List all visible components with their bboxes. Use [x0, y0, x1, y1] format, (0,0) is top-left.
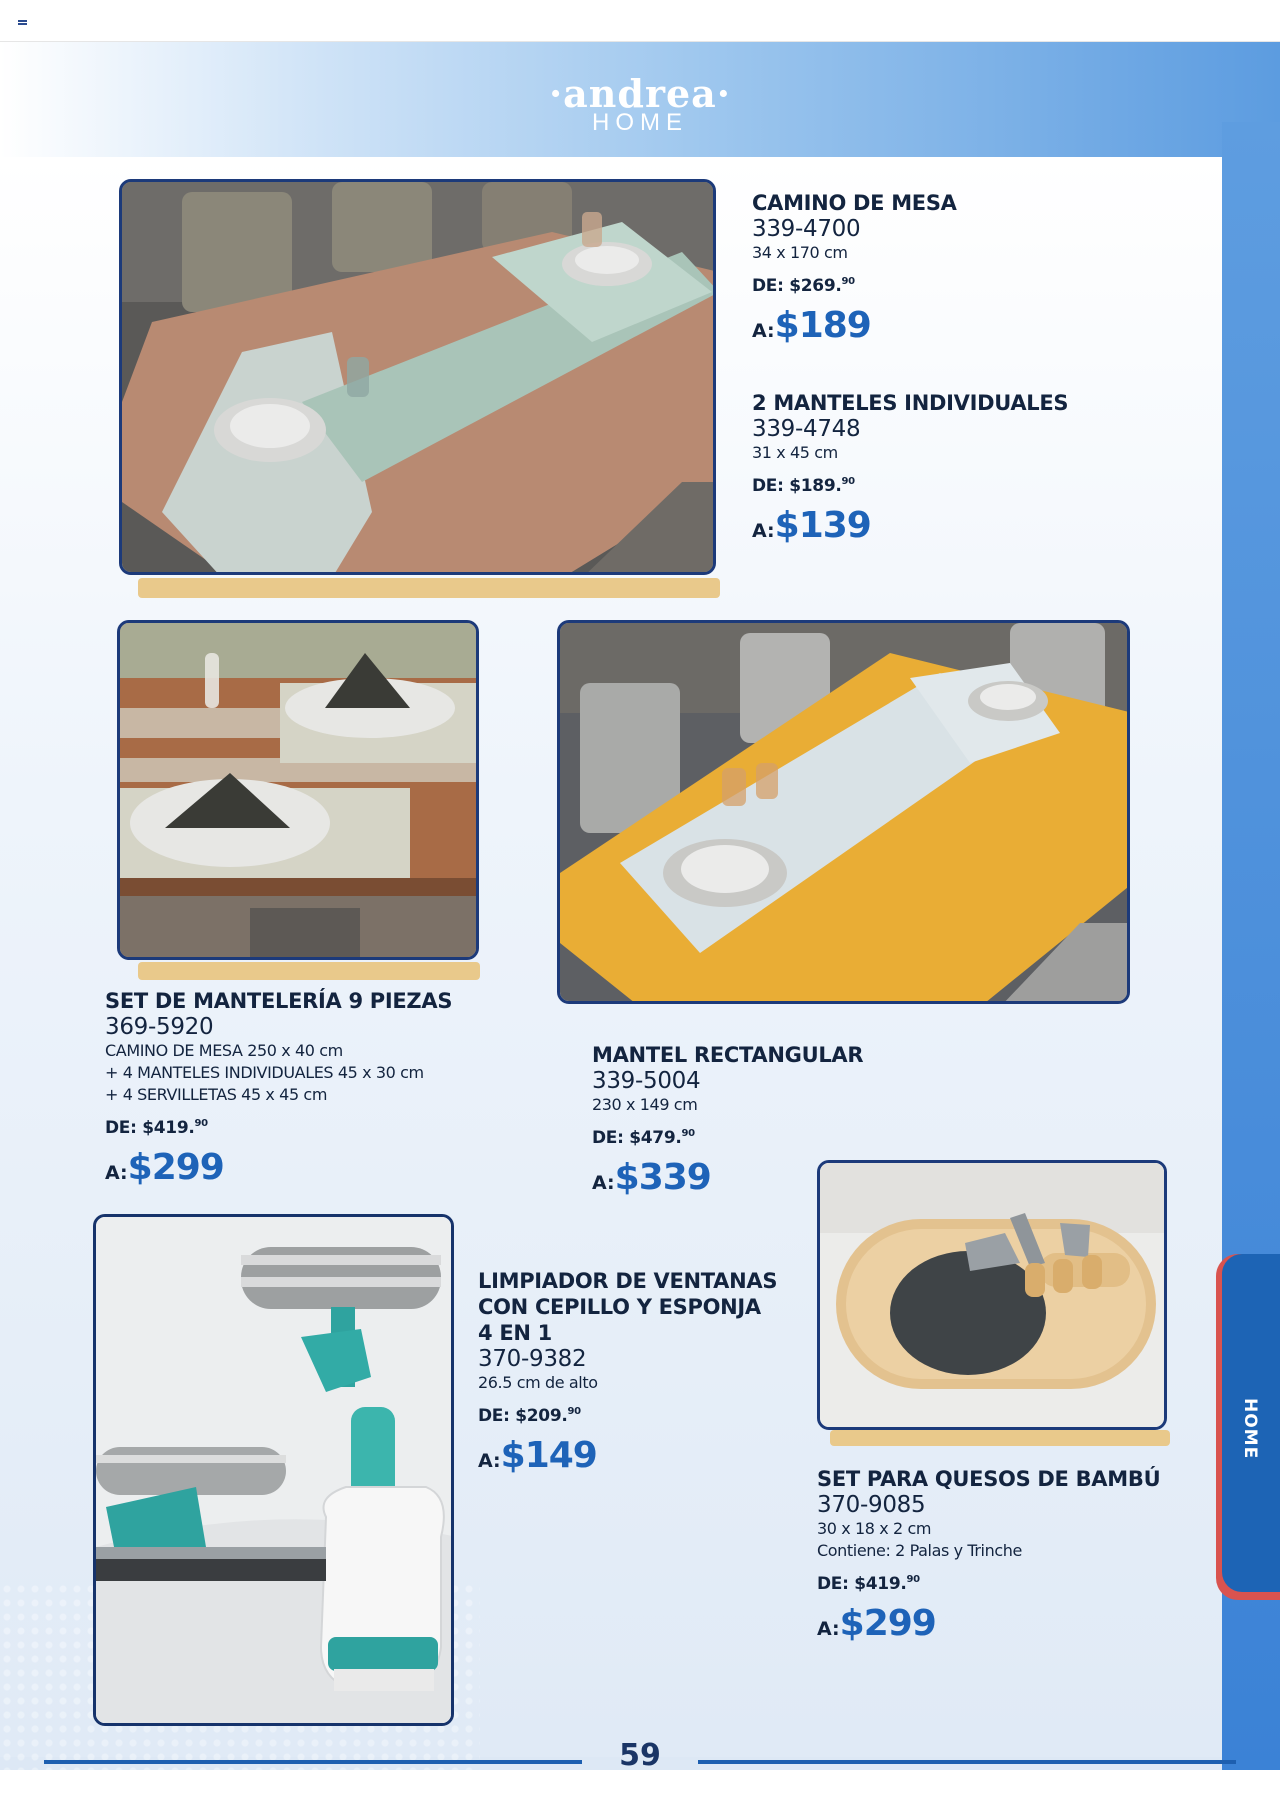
logo-main: ·andrea·	[548, 71, 732, 116]
product-title-line: CON CEPILLO Y ESPONJA	[478, 1295, 761, 1319]
photo-camino-de-mesa	[119, 179, 716, 575]
sale-label: A:	[592, 1172, 615, 1194]
regular-price-cents: 90	[681, 1128, 695, 1139]
photo-shadow	[138, 578, 720, 598]
table-runner-image	[122, 182, 716, 575]
product-camino-de-mesa	[752, 190, 1152, 354]
product-title: MANTEL RECTANGULAR	[592, 1043, 864, 1067]
regular-price	[817, 1568, 1197, 1596]
product-set-quesos	[817, 1466, 1197, 1652]
product-size: 31 x 45 cm	[752, 443, 838, 462]
regular-price	[478, 1400, 818, 1428]
regular-price-text: DE: $419.	[817, 1574, 907, 1594]
sale-price-value: $299	[839, 1603, 936, 1644]
sale-price	[752, 504, 1152, 554]
footer-line-left	[44, 1760, 582, 1764]
sale-price-value: $299	[127, 1147, 224, 1188]
window-cleaner-image	[96, 1217, 454, 1726]
product-size: 30 x 18 x 2 cm	[817, 1519, 932, 1538]
photo-mantel-rectangular	[557, 620, 1130, 1004]
product-code: 339-4700	[752, 216, 861, 242]
photo-set-manteleria	[117, 620, 479, 960]
footer-line-right	[698, 1760, 1236, 1764]
regular-price-cents: 90	[194, 1118, 208, 1129]
sale-price-value: $139	[774, 505, 871, 546]
product-code: 339-5004	[592, 1068, 701, 1094]
viewer-toolbar	[0, 0, 1280, 42]
catalog-page	[0, 42, 1280, 1770]
sale-price-value: $339	[614, 1157, 711, 1198]
sale-label: A:	[752, 520, 775, 542]
sale-label: A:	[105, 1162, 128, 1184]
photo-shadow	[830, 1430, 1170, 1446]
regular-price	[105, 1112, 525, 1140]
brand-logo	[540, 71, 740, 136]
section-tab-label: HOME	[1240, 1398, 1260, 1460]
photo-set-quesos	[817, 1160, 1167, 1430]
product-code: 370-9085	[817, 1492, 926, 1518]
product-size: 34 x 170 cm	[752, 243, 848, 262]
sale-label: A:	[478, 1450, 501, 1472]
logo-sub: HOME	[592, 109, 688, 136]
product-size: 230 x 149 cm	[592, 1095, 698, 1114]
product-limpiador-ventanas	[478, 1268, 818, 1484]
product-code: 369-5920	[105, 1014, 214, 1040]
product-code: 339-4748	[752, 416, 861, 442]
sale-price	[817, 1602, 1197, 1652]
sale-label: A:	[752, 320, 775, 342]
sale-label: A:	[817, 1618, 840, 1640]
product-title: CAMINO DE MESA	[752, 191, 957, 215]
product-title: SET DE MANTELERÍA 9 PIEZAS	[105, 989, 453, 1013]
regular-price-text: DE: $209.	[478, 1406, 568, 1426]
sale-price	[105, 1146, 525, 1196]
page-number: 59	[619, 1738, 661, 1773]
regular-price	[592, 1122, 1012, 1150]
sale-price	[752, 304, 1152, 354]
product-desc-line: CAMINO DE MESA 250 x 40 cm	[105, 1041, 343, 1060]
regular-price-text: DE: $419.	[105, 1118, 195, 1138]
product-title: SET PARA QUESOS DE BAMBÚ	[817, 1467, 1161, 1491]
regular-price-text: DE: $269.	[752, 276, 842, 296]
regular-price-text: DE: $189.	[752, 476, 842, 496]
regular-price-cents: 90	[841, 276, 855, 287]
cheese-board-image	[820, 1163, 1167, 1430]
product-set-manteleria	[105, 988, 525, 1196]
regular-price	[752, 470, 1152, 498]
menu-icon[interactable]	[18, 20, 27, 27]
product-desc-line: + 4 SERVILLETAS 45 x 45 cm	[105, 1085, 328, 1104]
sale-price-value: $189	[774, 305, 871, 346]
tablecloth-image	[560, 623, 1130, 1004]
product-title-line: 4 EN 1	[478, 1321, 552, 1345]
regular-price-cents: 90	[841, 476, 855, 487]
sale-price	[478, 1434, 818, 1484]
regular-price	[752, 270, 1152, 298]
product-code: 370-9382	[478, 1346, 587, 1372]
regular-price-cents: 90	[906, 1574, 920, 1585]
product-contents: Contiene: 2 Palas y Trinche	[817, 1541, 1022, 1560]
regular-price-text: DE: $479.	[592, 1128, 682, 1148]
product-size: 26.5 cm de alto	[478, 1373, 598, 1392]
regular-price-cents: 90	[567, 1406, 581, 1417]
product-desc-line: + 4 MANTELES INDIVIDUALES 45 x 30 cm	[105, 1063, 424, 1082]
photo-shadow	[138, 962, 480, 980]
product-title-line: LIMPIADOR DE VENTANAS	[478, 1269, 778, 1293]
product-title: 2 MANTELES INDIVIDUALES	[752, 391, 1069, 415]
photo-limpiador-ventanas	[93, 1214, 454, 1726]
placemat-set-image	[120, 623, 479, 960]
sale-price-value: $149	[500, 1435, 597, 1476]
product-manteles-individuales	[752, 390, 1152, 554]
